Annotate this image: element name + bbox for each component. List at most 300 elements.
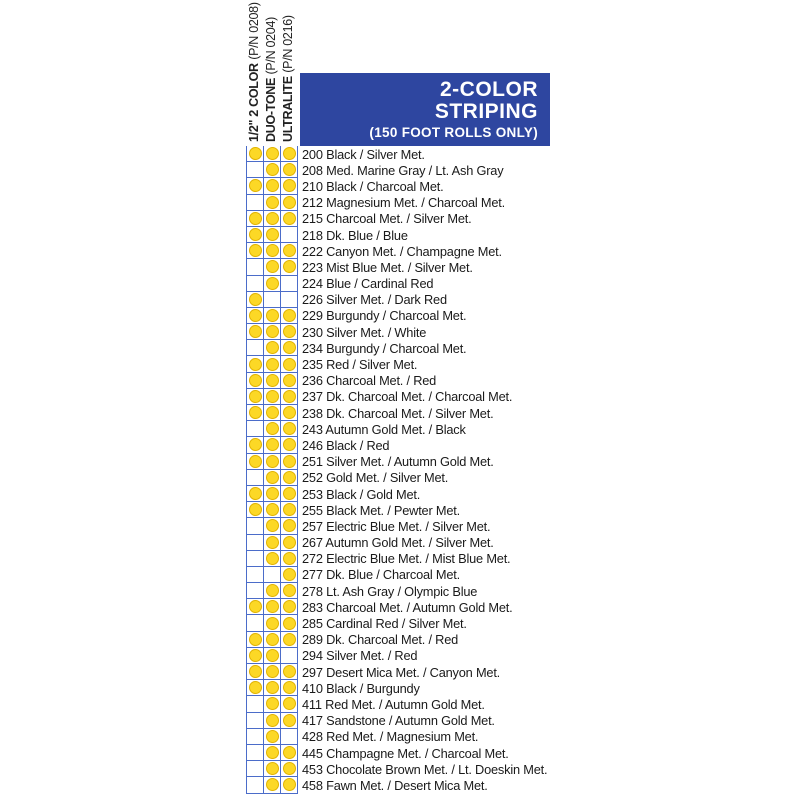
availability-dot-icon: [249, 179, 262, 192]
banner-subtitle: (150 FOOT ROLLS ONLY): [369, 125, 538, 140]
stripe-color-label: 251 Silver Met. / Autumn Gold Met.: [302, 454, 494, 470]
stripe-color-label: 208 Med. Marine Gray / Lt. Ash Gray: [302, 162, 504, 178]
availability-cell-duo-tone: [264, 615, 281, 631]
availability-dot-icon: [249, 374, 262, 387]
availability-dot-icon: [283, 406, 296, 419]
availability-cell-ultralite: [281, 243, 298, 259]
availability-cell-ultralite: [281, 761, 298, 777]
availability-cell-2-color: [247, 567, 264, 583]
stripe-color-label: 289 Dk. Charcoal Met. / Red: [302, 632, 459, 648]
column-name: ULTRALITE: [281, 76, 295, 142]
banner-title-line1: 2-COLOR: [440, 78, 538, 101]
availability-cell-duo-tone: [264, 292, 281, 308]
table-row: [247, 292, 547, 308]
availability-dot-icon: [283, 390, 296, 403]
availability-cell-duo-tone: [264, 470, 281, 486]
availability-cell-duo-tone: [264, 696, 281, 712]
stripe-color-label: 224 Blue / Cardinal Red: [302, 276, 434, 292]
availability-cell-duo-tone: [264, 713, 281, 729]
availability-cell-ultralite: [281, 276, 298, 292]
availability-dot-icon: [266, 471, 279, 484]
availability-cell-duo-tone: [264, 146, 281, 162]
availability-cell-2-color: [247, 502, 264, 518]
availability-dot-icon: [283, 519, 296, 532]
availability-cell-ultralite: [281, 405, 298, 421]
availability-dot-icon: [266, 260, 279, 273]
table-row: [247, 680, 547, 696]
stripe-color-label: 237 Dk. Charcoal Met. / Charcoal Met.: [302, 389, 513, 405]
column-header-ultralite: [280, 0, 296, 146]
table-row: [247, 583, 547, 599]
availability-dot-icon: [283, 455, 296, 468]
availability-table: [246, 146, 547, 794]
availability-cell-2-color: [247, 470, 264, 486]
availability-dot-icon: [266, 228, 279, 241]
table-row: [247, 551, 547, 567]
availability-dot-icon: [283, 600, 296, 613]
availability-cell-2-color: [247, 632, 264, 648]
availability-cell-2-color: [247, 211, 264, 227]
availability-cell-ultralite: [281, 356, 298, 372]
availability-dot-icon: [249, 147, 262, 160]
availability-cell-2-color: [247, 729, 264, 745]
stripe-color-label: 283 Charcoal Met. / Autumn Gold Met.: [302, 599, 513, 615]
stripe-color-label: 445 Champagne Met. / Charcoal Met.: [302, 745, 509, 761]
availability-cell-2-color: [247, 259, 264, 275]
availability-cell-ultralite: [281, 308, 298, 324]
availability-cell-2-color: [247, 405, 264, 421]
stripe-color-label: 410 Black / Burgundy: [302, 680, 420, 696]
stripe-color-label: 243 Autumn Gold Met. / Black: [302, 421, 466, 437]
availability-cell-2-color: [247, 146, 264, 162]
availability-cell-ultralite: [281, 518, 298, 534]
availability-dot-icon: [283, 358, 296, 371]
availability-dot-icon: [266, 422, 279, 435]
availability-dot-icon: [249, 406, 262, 419]
availability-dot-icon: [283, 503, 296, 516]
stripe-color-label: 200 Black / Silver Met.: [302, 146, 425, 162]
availability-cell-duo-tone: [264, 437, 281, 453]
availability-cell-2-color: [247, 745, 264, 761]
stripe-color-label: 222 Canyon Met. / Champagne Met.: [302, 243, 502, 259]
availability-dot-icon: [283, 552, 296, 565]
table-row: [247, 308, 547, 324]
availability-cell-duo-tone: [264, 745, 281, 761]
availability-dot-icon: [249, 633, 262, 646]
table-row: [247, 664, 547, 680]
availability-cell-2-color: [247, 195, 264, 211]
availability-dot-icon: [283, 147, 296, 160]
stripe-color-label: 236 Charcoal Met. / Red: [302, 373, 437, 389]
table-row: [247, 162, 547, 178]
availability-cell-ultralite: [281, 227, 298, 243]
availability-cell-ultralite: [281, 389, 298, 405]
availability-dot-icon: [283, 341, 296, 354]
availability-dot-icon: [266, 778, 279, 791]
availability-dot-icon: [266, 455, 279, 468]
availability-cell-duo-tone: [264, 761, 281, 777]
availability-cell-duo-tone: [264, 599, 281, 615]
availability-dot-icon: [283, 196, 296, 209]
table-row: [247, 373, 547, 389]
stripe-color-label: 253 Black / Gold Met.: [302, 486, 421, 502]
availability-dot-icon: [283, 374, 296, 387]
availability-dot-icon: [283, 179, 296, 192]
availability-cell-2-color: [247, 761, 264, 777]
availability-dot-icon: [249, 293, 262, 306]
availability-cell-2-color: [247, 389, 264, 405]
availability-cell-duo-tone: [264, 308, 281, 324]
availability-cell-ultralite: [281, 259, 298, 275]
stripe-color-label: 252 Gold Met. / Silver Met.: [302, 470, 449, 486]
availability-dot-icon: [266, 665, 279, 678]
availability-dot-icon: [249, 212, 262, 225]
availability-cell-ultralite: [281, 583, 298, 599]
stripe-color-label: 297 Desert Mica Met. / Canyon Met.: [302, 664, 501, 680]
table-row: [247, 713, 547, 729]
availability-dot-icon: [266, 649, 279, 662]
stripe-color-label: 272 Electric Blue Met. / Mist Blue Met.: [302, 551, 511, 567]
availability-cell-duo-tone: [264, 777, 281, 793]
table-row: [247, 535, 547, 551]
table-row: [247, 340, 547, 356]
availability-dot-icon: [266, 633, 279, 646]
availability-cell-duo-tone: [264, 324, 281, 340]
availability-cell-duo-tone: [264, 178, 281, 194]
availability-cell-duo-tone: [264, 340, 281, 356]
availability-dot-icon: [249, 390, 262, 403]
availability-cell-2-color: [247, 162, 264, 178]
availability-cell-ultralite: [281, 680, 298, 696]
availability-cell-2-color: [247, 227, 264, 243]
column-part-number: (P/N 0204): [264, 17, 278, 75]
stripe-color-label: 230 Silver Met. / White: [302, 324, 427, 340]
availability-cell-ultralite: [281, 178, 298, 194]
availability-dot-icon: [266, 714, 279, 727]
table-row: [247, 615, 547, 631]
availability-dot-icon: [283, 697, 296, 710]
availability-dot-icon: [249, 503, 262, 516]
availability-cell-duo-tone: [264, 373, 281, 389]
availability-cell-2-color: [247, 178, 264, 194]
availability-cell-ultralite: [281, 777, 298, 793]
table-row: [247, 486, 547, 502]
availability-cell-2-color: [247, 421, 264, 437]
availability-dot-icon: [266, 600, 279, 613]
stripe-color-label: 223 Mist Blue Met. / Silver Met.: [302, 259, 473, 275]
availability-dot-icon: [249, 487, 262, 500]
availability-cell-duo-tone: [264, 227, 281, 243]
availability-dot-icon: [266, 746, 279, 759]
availability-cell-2-color: [247, 615, 264, 631]
table-row: [247, 276, 547, 292]
title-banner: [300, 73, 550, 146]
availability-dot-icon: [266, 536, 279, 549]
availability-dot-icon: [266, 163, 279, 176]
stripe-color-label: 257 Electric Blue Met. / Silver Met.: [302, 518, 491, 534]
availability-cell-duo-tone: [264, 356, 281, 372]
stripe-color-label: 246 Black / Red: [302, 437, 390, 453]
availability-dot-icon: [249, 228, 262, 241]
table-row: [247, 761, 547, 777]
availability-cell-ultralite: [281, 486, 298, 502]
table-row: [247, 470, 547, 486]
availability-dot-icon: [266, 438, 279, 451]
availability-cell-2-color: [247, 551, 264, 567]
availability-cell-duo-tone: [264, 243, 281, 259]
table-row: [247, 243, 547, 259]
table-row: [247, 632, 547, 648]
availability-dot-icon: [283, 244, 296, 257]
availability-cell-2-color: [247, 713, 264, 729]
availability-cell-2-color: [247, 324, 264, 340]
column-part-number: (P/N 0216): [281, 15, 295, 73]
availability-cell-2-color: [247, 680, 264, 696]
availability-dot-icon: [266, 390, 279, 403]
availability-dot-icon: [283, 584, 296, 597]
availability-dot-icon: [266, 681, 279, 694]
availability-cell-duo-tone: [264, 583, 281, 599]
availability-cell-ultralite: [281, 421, 298, 437]
availability-cell-duo-tone: [264, 421, 281, 437]
availability-cell-2-color: [247, 535, 264, 551]
availability-dot-icon: [249, 455, 262, 468]
availability-dot-icon: [266, 212, 279, 225]
availability-cell-duo-tone: [264, 664, 281, 680]
availability-cell-duo-tone: [264, 567, 281, 583]
availability-dot-icon: [283, 438, 296, 451]
availability-dot-icon: [283, 633, 296, 646]
availability-cell-2-color: [247, 340, 264, 356]
table-row: [247, 356, 547, 372]
availability-cell-ultralite: [281, 502, 298, 518]
column-name: 1/2" 2 COLOR: [247, 63, 261, 142]
table-row: [247, 599, 547, 615]
availability-cell-ultralite: [281, 340, 298, 356]
availability-dot-icon: [249, 649, 262, 662]
availability-dot-icon: [283, 325, 296, 338]
table-row: [247, 454, 547, 470]
availability-dot-icon: [283, 212, 296, 225]
availability-cell-ultralite: [281, 648, 298, 664]
availability-dot-icon: [266, 552, 279, 565]
availability-cell-2-color: [247, 583, 264, 599]
availability-cell-duo-tone: [264, 454, 281, 470]
availability-dot-icon: [283, 487, 296, 500]
availability-dot-icon: [249, 600, 262, 613]
table-row: [247, 195, 547, 211]
stripe-color-label: 277 Dk. Blue / Charcoal Met.: [302, 567, 460, 583]
availability-cell-ultralite: [281, 211, 298, 227]
availability-cell-duo-tone: [264, 389, 281, 405]
availability-dot-icon: [266, 277, 279, 290]
table-row: [247, 745, 547, 761]
availability-dot-icon: [266, 617, 279, 630]
availability-dot-icon: [266, 584, 279, 597]
column-header-duo-tone: [263, 0, 279, 146]
availability-cell-2-color: [247, 373, 264, 389]
availability-dot-icon: [283, 778, 296, 791]
availability-dot-icon: [283, 536, 296, 549]
availability-dot-icon: [266, 244, 279, 257]
availability-dot-icon: [283, 568, 296, 581]
table-row: [247, 178, 547, 194]
availability-cell-ultralite: [281, 162, 298, 178]
column-header-2-color: [246, 0, 262, 146]
availability-dot-icon: [266, 697, 279, 710]
availability-cell-duo-tone: [264, 502, 281, 518]
table-row: [247, 502, 547, 518]
availability-cell-ultralite: [281, 373, 298, 389]
availability-dot-icon: [283, 260, 296, 273]
availability-dot-icon: [283, 665, 296, 678]
availability-cell-duo-tone: [264, 211, 281, 227]
availability-cell-ultralite: [281, 713, 298, 729]
availability-dot-icon: [249, 309, 262, 322]
availability-cell-ultralite: [281, 454, 298, 470]
stripe-color-label: 411 Red Met. / Autumn Gold Met.: [302, 696, 485, 712]
table-row: [247, 389, 547, 405]
availability-cell-ultralite: [281, 567, 298, 583]
stripe-color-label: 235 Red / Silver Met.: [302, 357, 418, 373]
availability-cell-2-color: [247, 454, 264, 470]
stripe-color-label: 453 Chocolate Brown Met. / Lt. Doeskin Met.: [302, 761, 548, 777]
availability-dot-icon: [249, 681, 262, 694]
availability-dot-icon: [249, 438, 262, 451]
availability-dot-icon: [266, 341, 279, 354]
availability-cell-ultralite: [281, 470, 298, 486]
stripe-color-label: 458 Fawn Met. / Desert Mica Met.: [302, 777, 488, 793]
stripe-color-label: 212 Magnesium Met. / Charcoal Met.: [302, 195, 506, 211]
table-row: [247, 696, 547, 712]
availability-cell-2-color: [247, 243, 264, 259]
table-row: [247, 421, 547, 437]
availability-dot-icon: [283, 422, 296, 435]
availability-cell-ultralite: [281, 551, 298, 567]
table-row: [247, 437, 547, 453]
availability-dot-icon: [266, 358, 279, 371]
availability-dot-icon: [266, 147, 279, 160]
availability-dot-icon: [266, 519, 279, 532]
stripe-color-label: 417 Sandstone / Autumn Gold Met.: [302, 713, 495, 729]
availability-cell-2-color: [247, 664, 264, 680]
availability-cell-ultralite: [281, 292, 298, 308]
availability-dot-icon: [266, 503, 279, 516]
availability-cell-duo-tone: [264, 535, 281, 551]
availability-dot-icon: [283, 762, 296, 775]
availability-cell-2-color: [247, 518, 264, 534]
availability-dot-icon: [266, 309, 279, 322]
availability-cell-ultralite: [281, 324, 298, 340]
availability-cell-duo-tone: [264, 551, 281, 567]
availability-dot-icon: [283, 471, 296, 484]
availability-dot-icon: [266, 730, 279, 743]
availability-dot-icon: [283, 714, 296, 727]
availability-dot-icon: [266, 762, 279, 775]
availability-cell-2-color: [247, 276, 264, 292]
availability-dot-icon: [266, 179, 279, 192]
stripe-color-label: 226 Silver Met. / Dark Red: [302, 292, 447, 308]
availability-dot-icon: [266, 374, 279, 387]
availability-dot-icon: [249, 665, 262, 678]
column-name: DUO-TONE: [264, 77, 278, 142]
availability-cell-ultralite: [281, 195, 298, 211]
availability-cell-duo-tone: [264, 195, 281, 211]
stripe-color-label: 255 Black Met. / Pewter Met.: [302, 502, 460, 518]
availability-cell-2-color: [247, 696, 264, 712]
table-row: [247, 729, 547, 745]
availability-cell-ultralite: [281, 615, 298, 631]
availability-cell-ultralite: [281, 437, 298, 453]
banner-title-line2: STRIPING: [434, 100, 538, 123]
stripe-color-label: 210 Black / Charcoal Met.: [302, 178, 444, 194]
availability-dot-icon: [249, 244, 262, 257]
availability-cell-ultralite: [281, 745, 298, 761]
table-row: [247, 648, 547, 664]
availability-cell-duo-tone: [264, 518, 281, 534]
availability-dot-icon: [283, 681, 296, 694]
stripe-color-label: 218 Dk. Blue / Blue: [302, 227, 408, 243]
stripe-color-label: 229 Burgundy / Charcoal Met.: [302, 308, 467, 324]
availability-cell-duo-tone: [264, 259, 281, 275]
table-row: [247, 777, 547, 793]
table-row: [247, 567, 547, 583]
availability-dot-icon: [266, 325, 279, 338]
availability-dot-icon: [249, 358, 262, 371]
availability-cell-2-color: [247, 777, 264, 793]
availability-dot-icon: [249, 325, 262, 338]
availability-cell-2-color: [247, 356, 264, 372]
availability-cell-ultralite: [281, 146, 298, 162]
table-row: [247, 259, 547, 275]
availability-cell-2-color: [247, 486, 264, 502]
availability-cell-duo-tone: [264, 648, 281, 664]
availability-dot-icon: [266, 196, 279, 209]
stripe-color-label: 234 Burgundy / Charcoal Met.: [302, 340, 467, 356]
availability-cell-2-color: [247, 308, 264, 324]
availability-cell-duo-tone: [264, 162, 281, 178]
availability-dot-icon: [266, 406, 279, 419]
availability-cell-duo-tone: [264, 276, 281, 292]
table-row: [247, 211, 547, 227]
table-row: [247, 518, 547, 534]
availability-cell-ultralite: [281, 664, 298, 680]
availability-cell-duo-tone: [264, 405, 281, 421]
availability-cell-ultralite: [281, 535, 298, 551]
availability-cell-2-color: [247, 599, 264, 615]
availability-dot-icon: [283, 617, 296, 630]
availability-cell-2-color: [247, 292, 264, 308]
availability-cell-ultralite: [281, 599, 298, 615]
availability-cell-duo-tone: [264, 486, 281, 502]
availability-cell-ultralite: [281, 696, 298, 712]
stripe-color-label: 428 Red Met. / Magnesium Met.: [302, 729, 479, 745]
stripe-color-label: 238 Dk. Charcoal Met. / Silver Met.: [302, 405, 494, 421]
availability-cell-ultralite: [281, 632, 298, 648]
stripe-color-label: 267 Autumn Gold Met. / Silver Met.: [302, 535, 494, 551]
availability-cell-ultralite: [281, 729, 298, 745]
table-row: [247, 324, 547, 340]
availability-cell-duo-tone: [264, 632, 281, 648]
availability-dot-icon: [283, 163, 296, 176]
table-row: [247, 227, 547, 243]
availability-cell-2-color: [247, 437, 264, 453]
table-row: [247, 146, 547, 162]
stripe-color-label: 285 Cardinal Red / Silver Met.: [302, 616, 467, 632]
availability-cell-duo-tone: [264, 729, 281, 745]
stripe-color-label: 278 Lt. Ash Gray / Olympic Blue: [302, 583, 478, 599]
table-row: [247, 405, 547, 421]
